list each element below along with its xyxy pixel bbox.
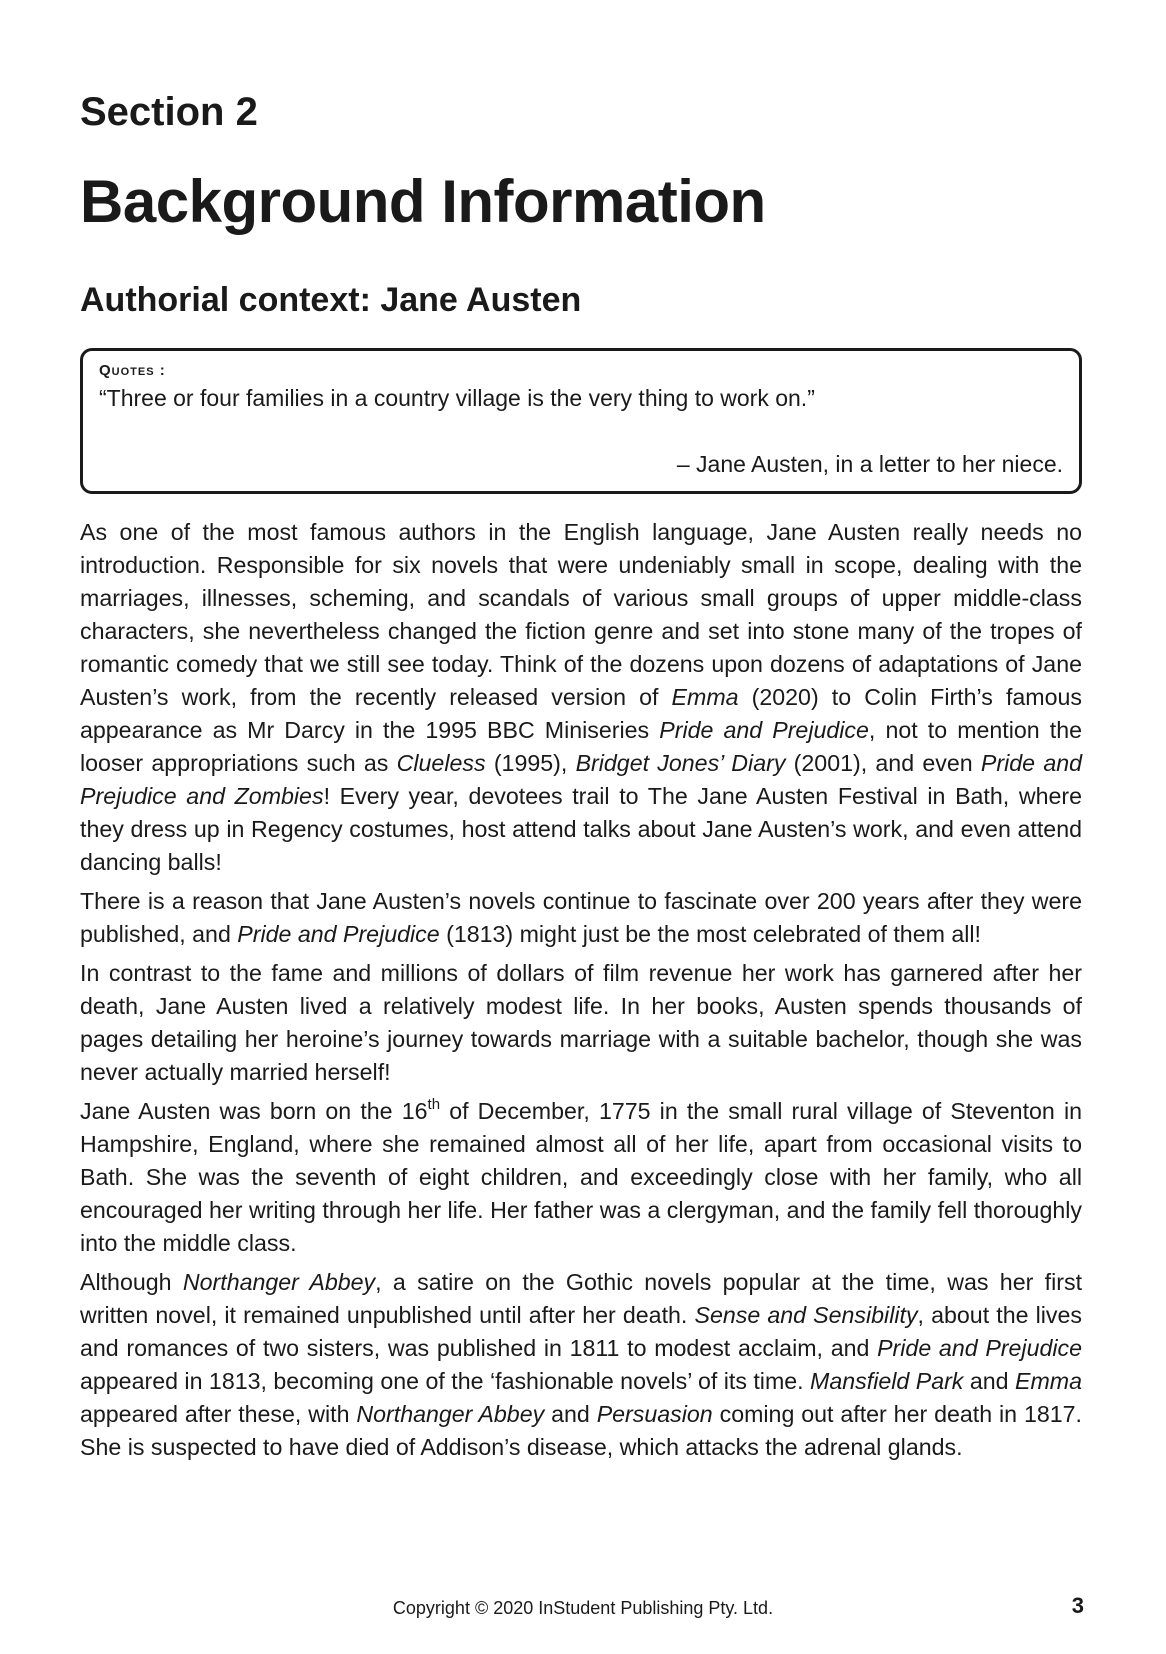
body-paragraph — [80, 1095, 1082, 1260]
italic-title: Pride and Prejudice — [237, 921, 440, 947]
quote-attribution: – Jane Austen, in a letter to her niece. — [676, 451, 1063, 477]
text-run: There is a reason that Jane Austen’s novels continue to fascinate over 200 years after they were published, and — [80, 888, 1082, 947]
text-run: Although — [80, 1269, 183, 1295]
text-run: appeared after these, with — [80, 1401, 357, 1427]
text-run: and — [544, 1401, 597, 1427]
italic-title: Pride and Prejudice and Zombies — [80, 750, 1083, 809]
body-paragraph — [80, 885, 1082, 951]
quote-label: Quotes : — [99, 362, 166, 379]
italic-title: Northanger Abbey — [182, 1269, 376, 1295]
italic-title: Mansfield Park — [810, 1368, 964, 1394]
text-run: , a satire on the Gothic novels popular at the time, was her first written novel, it remained unpublished until after her death. — [80, 1269, 1083, 1328]
italic-title: Clueless — [396, 750, 486, 776]
page-title: Background Information — [80, 168, 766, 235]
text-run: coming out after her death in 1817. She is suspected to have died of Addison’s disease, which attacks the adrenal glands. — [80, 1401, 1082, 1460]
quote-text: “Three or four families in a country village is the very thing to work on.” — [99, 385, 815, 411]
text-run: (2020) to Colin Firth’s famous appearance as Mr Darcy in the 1995 BBC Miniseries — [80, 684, 1082, 743]
superscript-text: th — [427, 1096, 441, 1113]
body-paragraph — [80, 516, 1082, 879]
text-run: appeared in 1813, becoming one of the ‘fashionable novels’ of its time. — [80, 1368, 811, 1394]
text-run: of December, 1775 in the small rural village of Steventon in Hampshire, England, where she remained almost all of her life, apart from occasional visits to Bath. She was the seventh of eight children, and exceedingly close with her family, who all encouraged her writing through her life. Her father was a clergyman, and the family fell thoroughly into the middle class. — [80, 1098, 1082, 1256]
text-run: and — [963, 1368, 1015, 1394]
sub-heading: Authorial context: Jane Austen — [80, 281, 582, 319]
italic-title: Emma — [1014, 1368, 1082, 1394]
body-paragraph — [80, 1266, 1082, 1464]
section-label: Section 2 — [80, 90, 258, 134]
text-run: As one of the most famous authors in the English language, Jane Austen really needs no introduction. Responsible for six novels that were undeniably small in scope, dealing with the marriages, illnesses, scheming, and scandals of various small groups of upper middle-class characters, she nevertheless changed the fiction genre and set into stone many of the tropes of romantic comedy that we still see today. Think of the dozens upon dozens of adaptations of Jane Austen’s work, from the recently released version of — [80, 519, 1082, 710]
text-run: (2001), and even — [785, 750, 981, 776]
quote-box — [80, 348, 1082, 494]
text-run: Jane Austen was born on the 16 — [80, 1098, 428, 1124]
italic-title: Sense and Sensibility — [694, 1302, 918, 1328]
italic-title: Pride and Prejudice — [877, 1335, 1082, 1361]
italic-title: Emma — [671, 684, 739, 710]
text-run: , not to mention the looser appropriations such as — [80, 717, 1083, 776]
footer-copyright: Copyright © 2020 InStudent Publishing Pty. Ltd. — [392, 1598, 774, 1618]
text-run: (1995), — [485, 750, 576, 776]
text-run: , about the lives and romances of two sisters, was published in 1811 to modest acclaim, and — [80, 1302, 1082, 1361]
italic-title: Northanger Abbey — [356, 1401, 545, 1427]
text-run: In contrast to the fame and millions of dollars of film revenue her work has garnered after her death, Jane Austen lived a relatively modest life. In her books, Austen spends thousands of pages detailing her heroine’s journey towards marriage with a suitable bachelor, though she was never actually married herself! — [80, 960, 1082, 1085]
body-paragraph — [80, 957, 1082, 1089]
body-text — [80, 516, 1082, 1470]
italic-title: Bridget Jones’ Diary — [575, 750, 786, 776]
italic-title: Persuasion — [596, 1401, 713, 1427]
italic-title: Pride and Prejudice — [659, 717, 869, 743]
text-run: (1813) might just be the most celebrated of them all! — [439, 921, 981, 947]
page-number: 3 — [1071, 1593, 1084, 1618]
text-run: ! Every year, devotees trail to The Jane Austen Festival in Bath, where they dress up in Regency costumes, host attend talks about Jane Austen’s work, and even attend dancing balls! — [80, 783, 1083, 875]
